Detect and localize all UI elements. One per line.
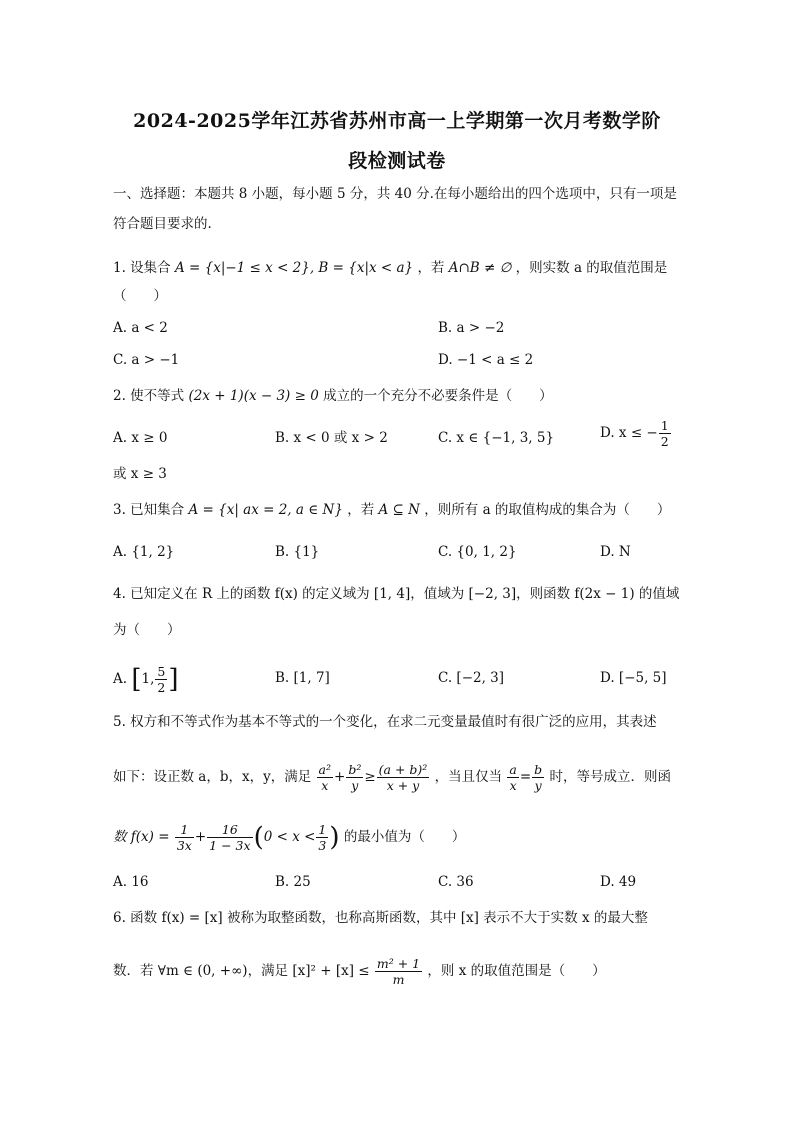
question-4-line-2: 为（ ）: [113, 622, 181, 638]
section-instruction-line-1: 一、选择题：本题共 8 小题，每小题 5 分，共 40 分.在每小题给出的四个选项中，只有一项是: [113, 186, 677, 202]
q2-option-c: C. x ∈ {−1, 3, 5}: [438, 430, 555, 446]
question-5-line-3: 数 f(x) = $\frac{1}{3x}$ + $\frac{16}{1 - 3x}$ (0 < x < $\frac{1}{3}$ ) 的最小值为（ ）: [113, 822, 466, 853]
q2-option-d-fraction: $\frac{1}{2}$: [660, 418, 669, 449]
q4-option-b: B. [1, 7]: [275, 670, 330, 686]
q5-option-d: D. 49: [600, 874, 637, 890]
q4-option-c: C. [−2, 3]: [438, 670, 505, 686]
question-5-line-2: 如下：设正数 a，b，x，y，满足 $\frac{\text{a²}}{x}$ + $\frac{\text{b²}}{y}$ ≥ $\frac{\text{(a + b)²}}{x + y}$ ，当且仅当 $\frac{a}{x}$ = $\frac{b}{y}$ 时，等号成立．则函: [113, 762, 671, 793]
q3-option-a: A. {1, 2}: [113, 544, 175, 560]
question-1-stem: 1. 设集合 A = {x|−1 ≤ x < 2}, B = {x|x < a} ，若 A∩B ≠ ∅ ，则实数 a 的取值范围是: [113, 260, 668, 276]
q1-option-b: B. a > −2: [438, 320, 505, 336]
question-1-paren: （ ）: [113, 288, 167, 304]
q3-option-d: D. N: [600, 544, 631, 560]
question-5-line-1: 5. 权方和不等式作为基本不等式的一个变化，在求二元变量最值时有很广泛的应用，其表述: [113, 714, 657, 730]
section-instruction-line-2: 符合题目要求的.: [113, 216, 212, 232]
q1-option-a: A. a < 2: [113, 320, 168, 336]
title-line-1: 2024-2025学年江苏省苏州市高一上学期第一次月考数学阶: [133, 110, 661, 132]
q2-option-d: D. x ≤ − $\frac{1}{2}$: [600, 418, 669, 449]
q1-option-d: D. −1 < a ≤ 2: [438, 352, 534, 368]
right-bracket: ]: [168, 664, 179, 695]
q2-option-b: B. x < 0 或 x > 2: [275, 430, 388, 446]
question-6-line-1: 6. 函数 f(x) = [x] 被称为取整函数，也称高斯函数，其中 [x] 表示不大于实数 x 的最大整: [113, 910, 648, 926]
q3-option-c: C. {0, 1, 2}: [438, 544, 517, 560]
q1-option-c: C. a > −1: [113, 352, 180, 368]
q5-option-a: A. 16: [113, 874, 149, 890]
q2-option-a: A. x ≥ 0: [113, 430, 168, 446]
q4-option-a: A. [1, $\frac{5}{2}$ ]: [113, 664, 179, 695]
left-bracket: [: [131, 664, 142, 695]
q6-fraction: $\frac{\text{m² + 1}}{m}$: [376, 956, 421, 987]
question-4-line-1: 4. 已知定义在 R 上的函数 f(x) 的定义域为 [1, 4]，值域为 [−2, 3]，则函数 f(2x − 1) 的值域: [113, 586, 680, 602]
q4-option-d: D. [−5, 5]: [600, 670, 667, 686]
q4-option-a-fraction: $\frac{5}{2}$: [157, 664, 166, 695]
question-6-line-2: 数．若 ∀m ∈ (0, +∞)，满足 [x]² + [x] ≤ $\frac{\text{m² + 1}}{m}$ ，则 x 的取值范围是（ ）: [113, 956, 606, 987]
q2-option-d-continued: 或 x ≥ 3: [113, 466, 167, 482]
q3-option-b: B. {1}: [275, 544, 320, 560]
question-3-stem: 3. 已知集合 A = {x| ax = 2, a ∈ N} ，若 A ⊆ N ，则所有 a 的取值构成的集合为（ ）: [113, 502, 671, 518]
title-line-2: 段检测试卷: [348, 150, 446, 172]
q5-option-c: C. 36: [438, 874, 474, 890]
question-2-stem: 2. 使不等式 (2x + 1)(x − 3) ≥ 0 成立的一个充分不必要条件是（ ）: [113, 388, 553, 404]
q5-option-b: B. 25: [275, 874, 311, 890]
